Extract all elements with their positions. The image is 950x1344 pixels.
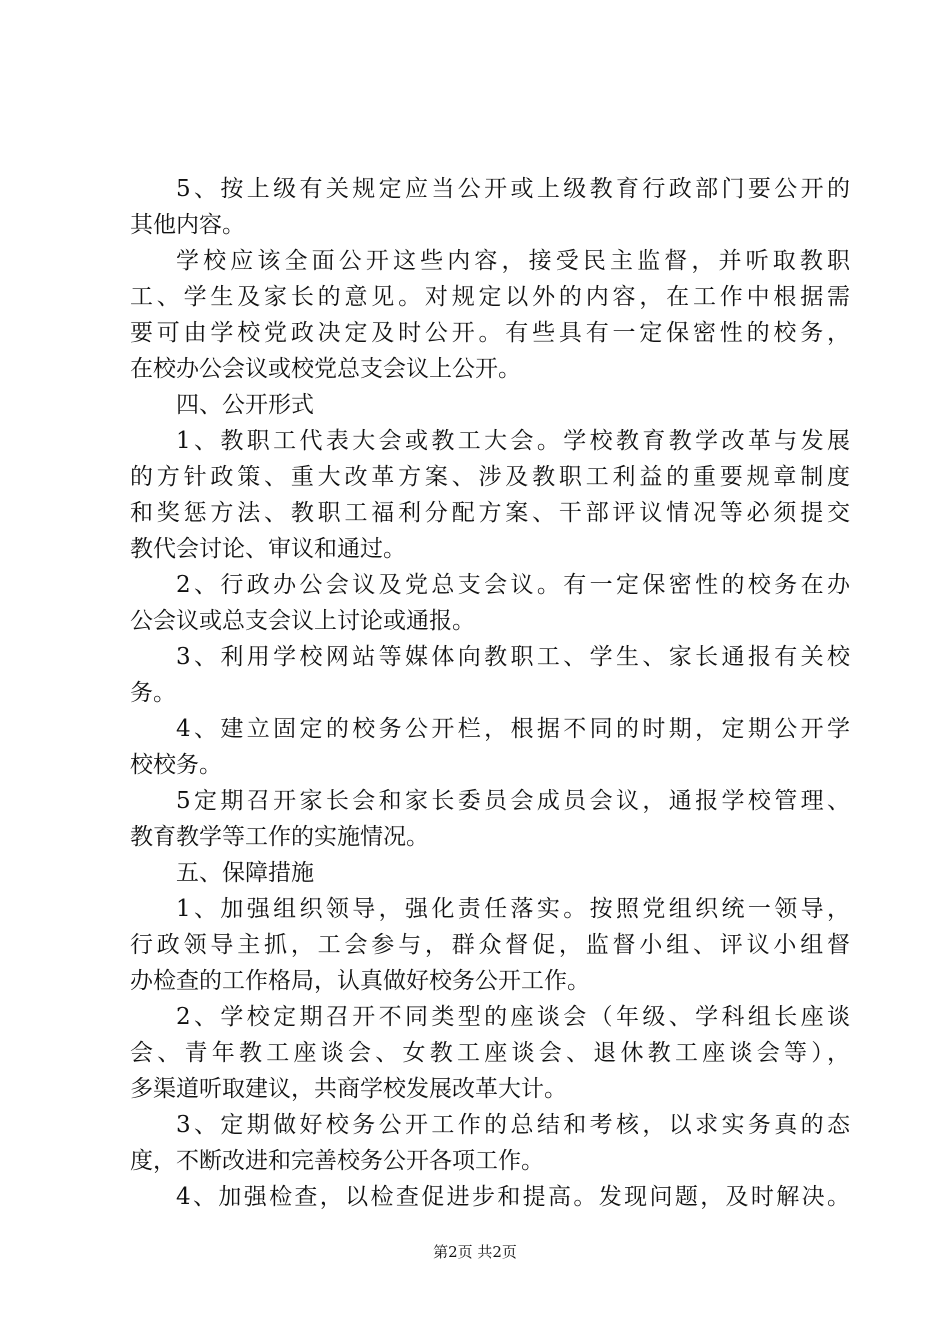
text-line: 其他内容。	[130, 212, 245, 238]
text-line: 公会议或总支会议上讨论或通报。	[130, 608, 475, 634]
text-line: 5定期召开家长会和家长委员会成员会议，通报学校管理、	[176, 788, 850, 814]
text-line: 在校办公会议或校党总支会议上公开。	[130, 356, 521, 382]
text-line: 校校务。	[130, 752, 222, 778]
text-line: 4、加强检查，以检查促进步和提高。发现问题，及时解决。	[176, 1184, 850, 1210]
text-line: 工、学生及家长的意见。对规定以外的内容，在工作中根据需	[130, 284, 850, 310]
text-line: 教代会讨论、审议和通过。	[130, 536, 406, 562]
text-line: 要可由学校党政决定及时公开。有些具有一定保密性的校务，	[130, 320, 850, 346]
page-footer: 第2页 共2页	[433, 1243, 517, 1261]
text-line: 多渠道听取建议，共商学校发展改革大计。	[130, 1076, 567, 1102]
text-line: 教育教学等工作的实施情况。	[130, 824, 429, 850]
text-line: 四、公开形式	[176, 392, 314, 418]
text-line: 3、利用学校网站等媒体向教职工、学生、家长通报有关校	[176, 644, 850, 670]
text-line: 务。	[130, 680, 176, 706]
text-line: 5、按上级有关规定应当公开或上级教育行政部门要公开的	[176, 176, 850, 202]
text-line: 4、建立固定的校务公开栏，根据不同的时期，定期公开学	[176, 716, 850, 742]
text-line: 行政领导主抓，工会参与，群众督促，监督小组、评议小组督	[130, 932, 850, 958]
text-line: 度，不断改进和完善校务公开各项工作。	[130, 1148, 544, 1174]
text-line: 会、青年教工座谈会、女教工座谈会、退休教工座谈会等），	[130, 1040, 850, 1066]
text-line: 的方针政策、重大改革方案、涉及教职工利益的重要规章制度	[130, 464, 850, 490]
text-line: 学校应该全面公开这些内容，接受民主监督，并听取教职	[176, 248, 850, 274]
text-line: 2、学校定期召开不同类型的座谈会（年级、学科组长座谈	[176, 1004, 850, 1030]
text-line: 五、保障措施	[176, 860, 314, 886]
text-line: 3、定期做好校务公开工作的总结和考核，以求实务真的态	[176, 1112, 850, 1138]
text-line: 2、行政办公会议及党总支会议。有一定保密性的校务在办	[176, 572, 850, 598]
text-line: 办检查的工作格局，认真做好校务公开工作。	[130, 968, 590, 994]
document-body	[130, 171, 850, 1215]
text-line: 1、加强组织领导，强化责任落实。按照党组织统一领导，	[176, 896, 850, 922]
text-line: 和奖惩方法、教职工福利分配方案、干部评议情况等必须提交	[130, 500, 850, 526]
text-line: 1、教职工代表大会或教工大会。学校教育教学改革与发展	[176, 428, 850, 454]
